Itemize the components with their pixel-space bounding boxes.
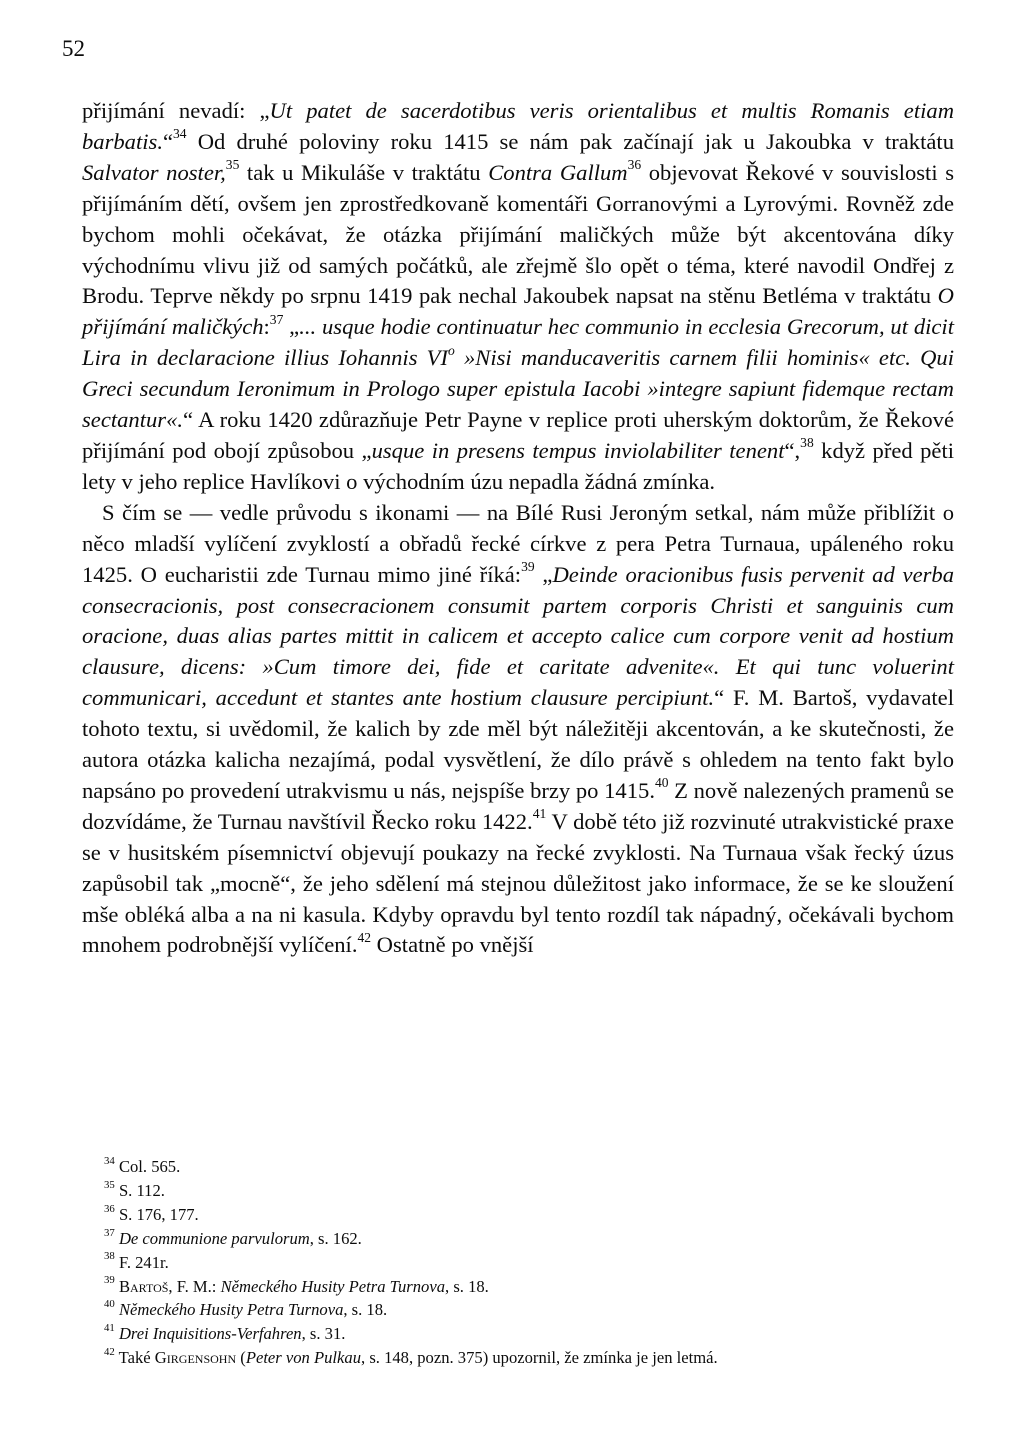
footnote-title: De communione parvulorum [118, 1228, 310, 1248]
work-title: Salvator noster, [82, 159, 226, 185]
footnote-text: , s. 148, pozn. 375) upozornil, že zmínka je jen letmá. [361, 1348, 718, 1368]
footnote-ref-36[interactable]: 36 [627, 157, 642, 173]
footnote-title: Německého Husity Petra Turnova [118, 1300, 344, 1320]
footnote-text: ( [236, 1348, 246, 1368]
footnote-number: 36 [104, 1202, 115, 1215]
text-run: S čím se — vedle průvodu s ikonami — na Bílé Rusi Jeroným setkal, nám může přiblížit o něco mladší vylíčení zvyklostí a obřadů řecké církve z pera Petra Turnaua, upáleného roku 1425. O eucharistii zde Turnau mimo jiné říká: [82, 499, 954, 587]
text-run: objevovat Řekové v souvislosti s přijímáním dětí, ovšem jen zprostředkovaně komentáři Gorranovými a Lyrovými. Rovněž zde bychom mohli očekávat, že otázka přijímání maličkých může být akcentována díky východnímu vlivu již od samých počátků, ale zřejmě šlo opět o téma, které navodil Ondřej z Brodu. Teprve někdy po srpnu 1419 pak nechal Jakoubek napsat na stěnu Betléma v traktátu [82, 159, 954, 309]
footnote-author: Girgensohn [154, 1348, 237, 1368]
footnote-34 [104, 1155, 984, 1179]
footnote-text: , s. 18. [343, 1300, 388, 1320]
footnote-title: Německého Husity Petra Turnova [220, 1276, 446, 1296]
text-run: “ A roku 1420 zdůrazňuje Petr Payne v replice proti uherským doktorům, že Řekové přijímání pod obojí způsobou „ [82, 407, 954, 463]
footnote-text: Také [118, 1348, 155, 1368]
footnote-36 [104, 1203, 984, 1227]
footnote-number: 38 [104, 1250, 115, 1263]
work-title: Contra Gallum [488, 159, 628, 185]
footnote-title: Drei Inquisitions-Verfahren [118, 1324, 302, 1344]
footnote-41 [104, 1322, 984, 1346]
footnote-ref-41[interactable]: 41 [532, 806, 547, 822]
footnote-39 [104, 1275, 984, 1299]
footnote-number: 39 [104, 1274, 115, 1287]
text-run: Z nově nalezených pramenů se dozvídáme, že Turnau navštívil Řecko roku 1422. [82, 777, 954, 834]
text-run: “ [162, 128, 174, 154]
text-run: „ [534, 561, 553, 587]
text-run: když před pěti lety v jeho replice Havlíkovi o východním úzu nepadla žádná zmínka. [82, 437, 954, 494]
footnotes [104, 1155, 984, 1370]
footnote-ref-38[interactable]: 38 [800, 435, 814, 451]
footnote-35 [104, 1179, 984, 1203]
work-title: O přijímání maličkých [82, 283, 954, 340]
footnote-title: Peter von Pulkau [245, 1348, 362, 1368]
footnote-text: Col. 565. [118, 1157, 181, 1176]
footnote-text: S. 112. [118, 1180, 165, 1200]
text-run: V době této již rozvinuté utrakvistické praxe se v husitském písemnictví objevují poukazy na řecké zvyklosti. Na Turnaua však řecký úzus zapůsobil tak „mocně“, že jeho sdělení má stejnou důležitost jako informace, že se ke sloužení mše obléká alba a na ni kasula. Kdyby opravdu byl tento rozdíl tak nápadný, očekávali bychom mnohem podrobnější vylíčení. [82, 808, 954, 958]
footnote-ref-37[interactable]: 37 [269, 311, 284, 327]
footnote-number: 34 [104, 1154, 115, 1167]
text-run: Ostatně po vnější [371, 932, 534, 958]
paragraph-1 [82, 96, 954, 498]
main-text [82, 96, 954, 961]
text-run: “, [784, 437, 801, 463]
footnote-text: , s. 31. [301, 1324, 346, 1344]
paragraph-2 [82, 498, 954, 962]
footnote-37 [104, 1227, 984, 1251]
footnote-ref-39[interactable]: 39 [521, 559, 535, 575]
footnote-number: 37 [104, 1226, 115, 1239]
footnote-number: 40 [104, 1298, 115, 1311]
footnote-ref-40[interactable]: 40 [654, 775, 669, 791]
text-run: : [263, 314, 270, 340]
footnote-40 [104, 1298, 984, 1322]
latin-quote: Deinde oracionibus fusis pervenit ad verba consecracionis, post consecracionem consumit partem corporis Christi et sanguinis cum oracione, duas alias partes mittit in calicem et accepto calice cum corpore venit ad hostium clausure, dicens: »Cum timore dei, fide et caritate advenite«. Et qui tunc voluerint communicari, accedunt et stantes ante hostium clausure percipiunt. [82, 561, 954, 711]
latin-quote: Ut patet de sacerdotibus veris orientalibus et multis Romanis etiam barbatis. [82, 98, 955, 154]
text-run: Od druhé poloviny roku 1415 se nám pak začínají jak u Jakoubka v traktátu [186, 128, 954, 154]
footnote-number: 41 [104, 1322, 115, 1335]
text-run: “ F. M. Bartoš, vydavatel tohoto textu, si uvědomil, že kalich by zde měl být náležitěji akcentován, a ke skutečnosti, že autora otázka kalicha nezajímá, podal vysvětlení, že dílo právě s ohledem na tento fakt bylo napsáno po provedení utrakvismu u nás, nejspíše brzy po 1415. [82, 685, 954, 803]
latin-quote: usque in presens tempus inviolabiliter tenent [371, 437, 785, 463]
latin-quote: ... usque hodie continuatur hec communio in ecclesia Grecorum, ut dicit Lira in declaracione illius Iohannis VI [82, 314, 954, 371]
page-number: 52 [62, 36, 85, 61]
footnote-42 [104, 1346, 984, 1370]
footnote-text: , s. 162. [309, 1228, 362, 1248]
superscript-o: o [448, 342, 455, 358]
latin-quote: »Nisi manducaveritis carnem filii hominis« etc. Qui Greci secundum Ieronimum in Prologo super epistula Iacobi »integre sapiunt fidemque rectam sectantur«. [82, 345, 954, 433]
footnote-number: 42 [104, 1346, 115, 1359]
footnote-number: 35 [104, 1178, 115, 1191]
footnote-ref-35[interactable]: 35 [225, 157, 240, 173]
text-run: přijímání nevadí: „ [82, 98, 270, 123]
footnote-38 [104, 1251, 984, 1275]
footnote-ref-34[interactable]: 34 [173, 126, 187, 142]
footnote-text: , s. 18. [445, 1276, 489, 1296]
footnote-author: Bartoš, F. M.: [118, 1276, 217, 1296]
text-run: „ [283, 314, 300, 340]
text-run: tak u Mikuláše v traktátu [239, 159, 489, 185]
footnote-text: S. 176, 177. [118, 1204, 199, 1224]
footnote-ref-42[interactable]: 42 [357, 929, 372, 945]
footnote-text: F. 241r. [118, 1252, 169, 1272]
